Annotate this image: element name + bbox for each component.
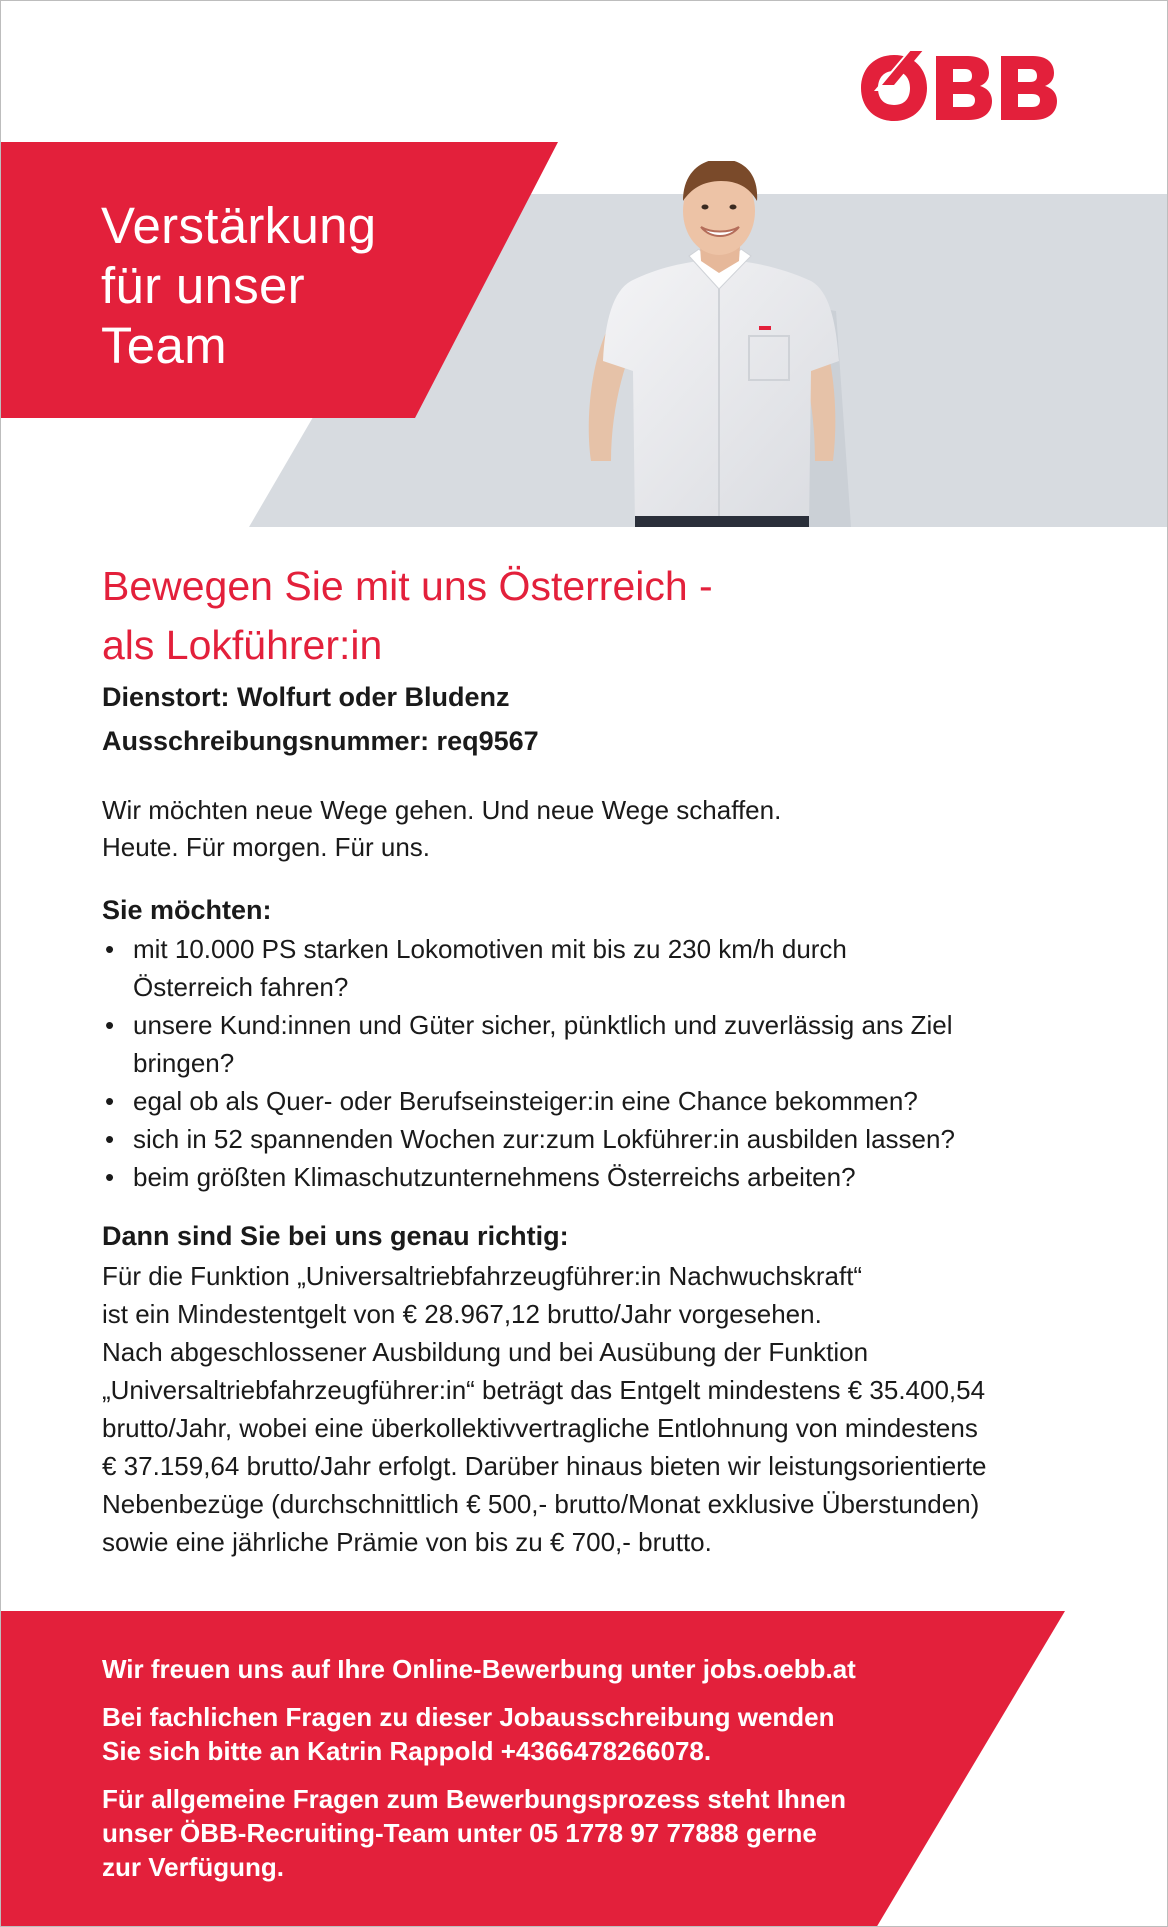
list-item: [102, 1082, 1082, 1120]
wants-heading: Sie möchten:: [102, 895, 272, 925]
general-paragraph: [102, 1782, 1022, 1884]
list-item: [102, 1120, 1082, 1158]
offer-line: sowie eine jährliche Prämie von bis zu € 700,- brutto.: [102, 1527, 712, 1557]
intro-line: Wir möchten neue Wege gehen. Und neue Wege schaffen.: [102, 795, 782, 825]
apply-line: Wir freuen uns auf Ihre Online-Bewerbung unter jobs.oebb.at: [102, 1654, 856, 1684]
person-photo: [571, 161, 871, 527]
list-item: [102, 1006, 1082, 1082]
offer-line: Nebenbezüge (durchschnittlich € 500,- brutto/Monat exklusive Überstunden): [102, 1489, 980, 1519]
footer-text: [102, 1652, 1022, 1898]
general-line: Für allgemeine Fragen zum Bewerbungsprozess steht Ihnen: [102, 1784, 847, 1814]
offer-line: ist ein Mindestentgelt von € 28.967,12 brutto/Jahr vorgesehen.: [102, 1299, 822, 1329]
offer-text: [102, 1257, 1102, 1561]
list-item-line: • sich in 52 spannenden Wochen zur:zum Lokführer:in ausbilden lassen?: [133, 1124, 955, 1154]
offer-heading: Dann sind Sie bei uns genau richtig:: [102, 1221, 569, 1251]
job-meta: [102, 675, 1002, 763]
intro-line: Heute. Für morgen. Für uns.: [102, 832, 431, 862]
wants-list: [102, 930, 1082, 1196]
contact-paragraph: [102, 1700, 1022, 1768]
general-line: zur Verfügung.: [102, 1852, 284, 1882]
hero-title-line: für unser: [101, 257, 305, 314]
list-item-line: • unsere Kund:innen und Güter sicher, pünktlich und zuverlässig ans Ziel: [133, 1010, 953, 1040]
job-location: Dienstort: Wolfurt oder Bludenz: [102, 682, 510, 712]
offer-line: „Universaltriebfahrzeugführer:in“ beträgt das Entgelt mindestens € 35.400,54: [102, 1375, 986, 1405]
offer-line: € 37.159,64 brutto/Jahr erfolgt. Darüber hinaus bieten wir leistungsorientierte: [102, 1451, 987, 1481]
offer-line: Für die Funktion „Universaltriebfahrzeugführer:in Nachwuchskraft“: [102, 1261, 863, 1291]
list-item-line: • egal ob als Quer- oder Berufseinsteiger:in eine Chance bekommen?: [133, 1086, 918, 1116]
job-headline: [102, 557, 1002, 675]
contact-line: Bei fachlichen Fragen zu dieser Jobausschreibung wenden: [102, 1702, 835, 1732]
apply-paragraph: [102, 1652, 1022, 1686]
intro-text: [102, 792, 1062, 866]
offer-line: Nach abgeschlossener Ausbildung und bei Ausübung der Funktion: [102, 1337, 869, 1367]
job-headline-line: Bewegen Sie mit uns Österreich -: [102, 563, 713, 609]
offer-line: brutto/Jahr, wobei eine überkollektivvertragliche Entlohnung von mindestens: [102, 1413, 978, 1443]
hero-title-line: Verstärkung: [101, 197, 377, 254]
list-item: [102, 930, 1082, 1006]
list-item-line: • mit 10.000 PS starken Lokomotiven mit bis zu 230 km/h durch: [133, 934, 847, 964]
job-headline-line: als Lokführer:in: [102, 622, 383, 668]
contact-line: Sie sich bitte an Katrin Rappold +4366478266078.: [102, 1736, 712, 1766]
list-item: [102, 1158, 1082, 1196]
hero-title: [101, 196, 481, 376]
oebb-logo: [858, 51, 1064, 125]
list-item-line: Österreich fahren?: [133, 972, 349, 1002]
general-line: unser ÖBB-Recruiting-Team unter 05 1778 97 77888 gerne: [102, 1818, 817, 1848]
list-item-line: bringen?: [133, 1048, 235, 1078]
hero-title-line: Team: [101, 317, 227, 374]
list-item-line: • beim größten Klimaschutzunternehmens Österreichs arbeiten?: [133, 1162, 856, 1192]
job-reference-number: Ausschreibungsnummer: req9567: [102, 726, 539, 756]
